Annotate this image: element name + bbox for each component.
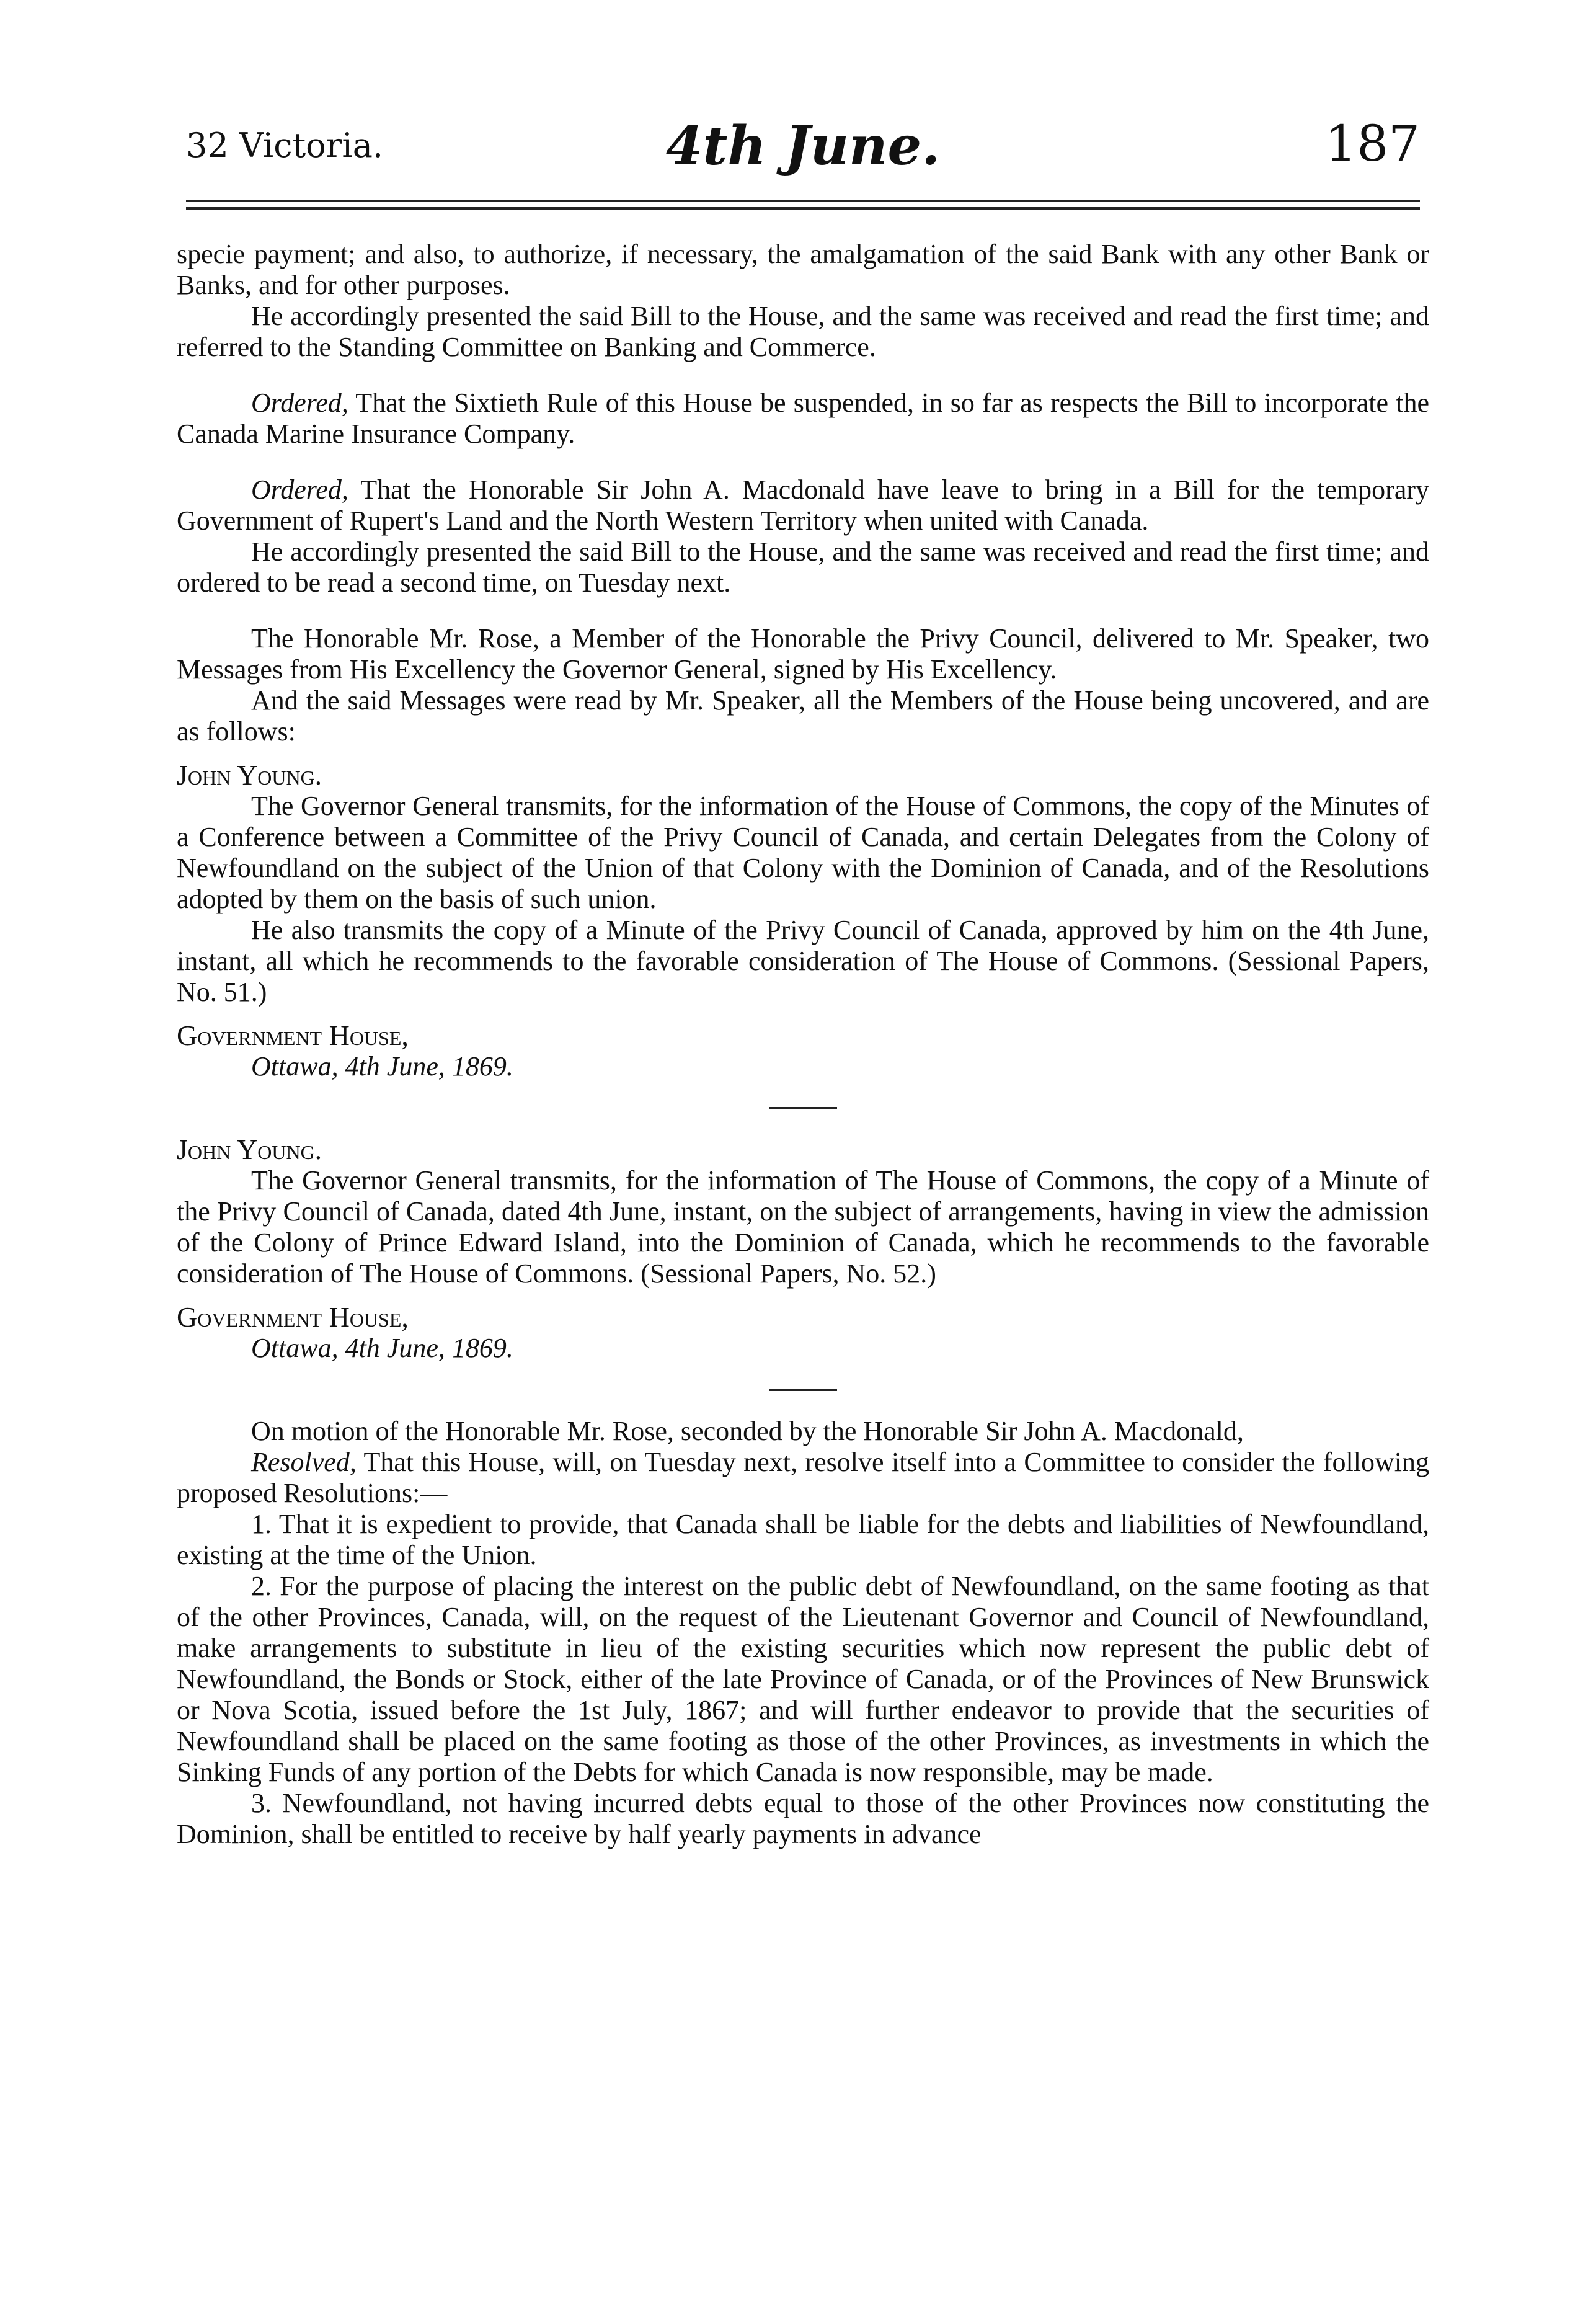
paragraph — [177, 388, 1429, 450]
session-label: 32 Victoria. — [186, 126, 384, 165]
message-text: The Governor General transmits, for the information of the House of Commons, the copy of the Minutes of a Conference between a Committee of the Privy Council of Canada, and certain Delegates from the Colony of Newfoundland on the subject of the Union of that Colony with the Dominion of Canada, and of the Resolutions adopted by them on the basis of such union. — [177, 791, 1429, 914]
paragraph: specie payment; and also, to authorize, if necessary, the amalgamation of the said Bank with any other Bank or Banks, and for other purposes. — [177, 239, 1429, 300]
separator — [769, 1389, 837, 1391]
date-heading: 4th June. — [665, 115, 941, 177]
paragraph-text: That the Honorable Sir John A. Macdonald have leave to bring in a Bill for the temporary Government of Rupert's Land and the North Western Territory when united with Canada. — [177, 474, 1429, 536]
government-house: Government House, — [177, 1020, 409, 1051]
journal-body — [177, 239, 1429, 1850]
government-house: Government House, — [177, 1301, 409, 1333]
page-number: 187 — [1325, 115, 1420, 172]
ordered-label: Ordered, — [251, 388, 348, 418]
resolution-item: 1. That it is expedient to provide, that Canada shall be liable for the debts and liabilities of Newfoundland, existing at the time of the Union. — [177, 1509, 1429, 1570]
signature: John Young. — [177, 759, 322, 791]
header-rule-top — [186, 200, 1420, 202]
page-header — [186, 115, 1420, 189]
message-text: He also transmits the copy of a Minute of the Privy Council of Canada, approved by him on the 4th June, instant, all which he recommends to the favorable consideration of The House of Commons. (Sessional Papers, No. 51.) — [177, 915, 1429, 1007]
resolved-label: Resolved, — [251, 1447, 357, 1477]
paragraph: On motion of the Honorable Mr. Rose, seconded by the Honorable Sir John A. Macdonald, — [251, 1416, 1244, 1446]
paragraph: The Honorable Mr. Rose, a Member of the Honorable the Privy Council, delivered to Mr. Speaker, two Messages from His Excellency the Governor General, signed by His Excellency. — [177, 623, 1429, 685]
header-rule-bottom — [186, 207, 1420, 210]
dateline: Ottawa, 4th June, 1869. — [251, 1333, 513, 1363]
resolution-item: 2. For the purpose of placing the interest on the public debt of Newfoundland, on the same footing as that of the other Provinces, Canada, will, on the request of the Lieutenant Governor and Council of Newfoundland, make arrangements to substitute in lieu of the existing securities which now represent the public debt of Newfoundland, the Bonds or Stock, either of the late Province of Canada, or of the Provinces of New Brunswick or Nova Scotia, issued before the 1st July, 1867; and will further endeavor to provide that the securities of Newfoundland shall be placed on the same footing as those of the other Provinces, as investments in which the Sinking Funds of any portion of the Debts for which Canada is now responsible, may be made. — [177, 1571, 1429, 1787]
resolution-item: 3. Newfoundland, not having incurred debts equal to those of the other Provinces now constituting the Dominion, shall be entitled to receive by half yearly payments in advance — [177, 1788, 1429, 1849]
separator — [769, 1107, 837, 1109]
paragraph: And the said Messages were read by Mr. Speaker, all the Members of the House being uncovered, and are as follows: — [177, 685, 1429, 747]
ordered-label: Ordered, — [251, 474, 348, 505]
paragraph: He accordingly presented the said Bill to the House, and the same was received and read the first time; and referred to the Standing Committee on Banking and Commerce. — [177, 301, 1429, 362]
paragraph — [177, 1447, 1429, 1509]
paragraph — [177, 474, 1429, 536]
signature: John Young. — [177, 1134, 322, 1165]
paragraph-text: That the Sixtieth Rule of this House be suspended, in so far as respects the Bill to incorporate the Canada Marine Insurance Company. — [177, 388, 1429, 449]
message-text: The Governor General transmits, for the information of The House of Commons, the copy of a Minute of the Privy Council of Canada, dated 4th June, instant, on the subject of arrangements, having in view the admission of the Colony of Prince Edward Island, into the Dominion of Canada, which he recommends to the favorable consideration of The House of Commons. (Sessional Papers, No. 52.) — [177, 1165, 1429, 1289]
paragraph: He accordingly presented the said Bill to the House, and the same was received and read the first time; and ordered to be read a second time, on Tuesday next. — [177, 536, 1429, 598]
dateline: Ottawa, 4th June, 1869. — [251, 1051, 513, 1082]
paragraph-text: That this House, will, on Tuesday next, resolve itself into a Committee to consider the following proposed Resolutions:— — [177, 1447, 1430, 1508]
